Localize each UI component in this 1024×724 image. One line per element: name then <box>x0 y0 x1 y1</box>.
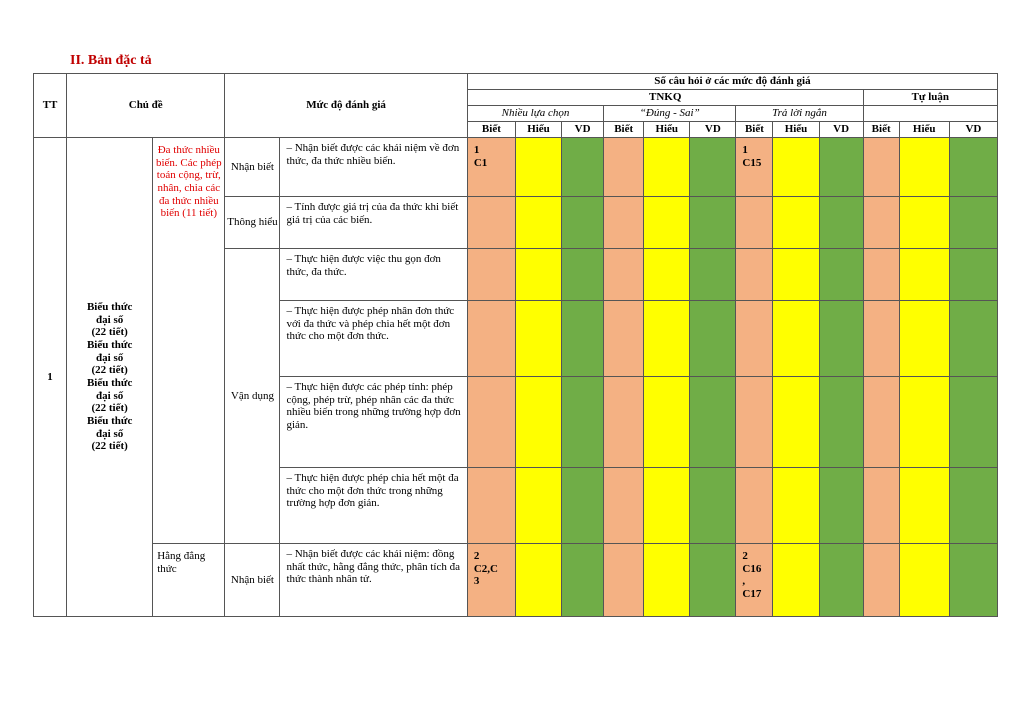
cell-tl-biet <box>863 138 899 197</box>
sub-vd: VD <box>819 122 863 138</box>
cell-tl-vd <box>949 138 997 197</box>
cell-mc-vd <box>562 197 604 249</box>
header-so-cau-hoi: Số câu hỏi ở các mức độ đánh giá <box>467 74 997 90</box>
cell-mc-hieu <box>515 377 561 468</box>
cell-ds-vd <box>690 249 736 301</box>
sub-biet: Biết <box>863 122 899 138</box>
subtopic-da-thuc: Đa thức nhiều biến. Các phép toán cộng, trừ, nhân, chia các đa thức nhiều biến (11 tiết) <box>153 138 225 544</box>
description: – Thực hiện được các phép tính: phép cộng, phép trừ, phép nhân các đa thức nhiều biến trong những trường hợp đơn giản. <box>280 377 467 468</box>
note-text: 1 C15 <box>742 144 762 169</box>
cell-short-biet <box>736 377 773 468</box>
header-tra-loi-ngan: Trả lời ngắn <box>736 106 863 122</box>
cell-ds-vd <box>690 544 736 617</box>
cell-ds-vd <box>690 468 736 544</box>
cell-short-hieu <box>773 197 819 249</box>
cell-tl-vd <box>949 377 997 468</box>
header-dung-sai: “Đúng - Sai” <box>604 106 736 122</box>
cell-ds-vd <box>690 301 736 377</box>
cell-tl-hieu <box>899 197 949 249</box>
sub-vd: VD <box>562 122 604 138</box>
description: – Nhận biết được các khái niệm: đồng nhất thức, hằng đẳng thức, phân tích đa thức thành nhân tử. <box>280 544 467 617</box>
topic-cell <box>67 138 153 617</box>
cell-ds-biet <box>604 249 644 301</box>
cell-mc-biet <box>467 301 515 377</box>
level-nhan-biet: Nhận biết <box>225 544 280 617</box>
cell-tl-hieu <box>899 301 949 377</box>
sub-hieu: Hiểu <box>644 122 690 138</box>
cell-mc-biet <box>467 138 515 197</box>
cell-ds-vd <box>690 138 736 197</box>
cell-short-vd <box>819 468 863 544</box>
cell-mc-vd <box>562 301 604 377</box>
cell-tl-biet <box>863 249 899 301</box>
description: – Thực hiện được phép nhân đơn thức với đa thức và phép chia hết một đơn thức cho một đơn thức. <box>280 301 467 377</box>
description: – Nhận biết được các khái niệm về đơn thức, đa thức nhiều biến. <box>280 138 467 197</box>
cell-ds-biet <box>604 544 644 617</box>
topic-text: Biểu thức đại số (22 tiết) Biểu thức đại số (22 tiết) Biểu thức đại số (22 tiết) Biểu thức đại số (22 tiết) <box>86 301 133 453</box>
cell-tl-hieu <box>899 138 949 197</box>
cell-tl-hieu <box>899 249 949 301</box>
cell-short-vd <box>819 197 863 249</box>
header-tt: TT <box>34 74 67 138</box>
cell-ds-biet <box>604 138 644 197</box>
level-nhan-biet: Nhận biết <box>225 138 280 197</box>
level-van-dung: Vận dụng <box>225 249 280 544</box>
cell-tl-hieu <box>899 377 949 468</box>
cell-ds-vd <box>690 197 736 249</box>
cell-tl-biet <box>863 468 899 544</box>
cell-short-vd <box>819 138 863 197</box>
cell-mc-hieu <box>515 468 561 544</box>
cell-mc-vd <box>562 138 604 197</box>
cell-short-hieu <box>773 468 819 544</box>
cell-ds-hieu <box>644 544 690 617</box>
cell-tl-hieu <box>899 468 949 544</box>
cell-tl-biet <box>863 301 899 377</box>
cell-ds-biet <box>604 301 644 377</box>
cell-mc-vd <box>562 544 604 617</box>
cell-short-hieu <box>773 249 819 301</box>
header-tnkq: TNKQ <box>467 90 863 106</box>
note-text: 2 C16 , C17 <box>742 550 762 600</box>
cell-tl-biet <box>863 544 899 617</box>
cell-mc-hieu <box>515 301 561 377</box>
cell-tl-vd <box>949 544 997 617</box>
description: – Thực hiện được phép chia hết một đa thức cho một đơn thức trong những trường hợp đơn giản. <box>280 468 467 544</box>
sub-biet: Biết <box>604 122 644 138</box>
cell-mc-biet <box>467 377 515 468</box>
cell-short-vd <box>819 377 863 468</box>
description: – Thực hiện được việc thu gọn đơn thức, đa thức. <box>280 249 467 301</box>
cell-mc-biet <box>467 544 515 617</box>
cell-tl-biet <box>863 377 899 468</box>
level-thong-hieu: Thông hiểu <box>225 197 280 249</box>
header-nhieu-lua-chon: Nhiều lựa chọn <box>467 106 603 122</box>
cell-short-biet <box>736 138 773 197</box>
cell-ds-hieu <box>644 249 690 301</box>
subtopic-hang-dang-thuc: Hằng đẳng thức <box>153 544 225 617</box>
cell-tl-vd <box>949 197 997 249</box>
cell-short-vd <box>819 301 863 377</box>
cell-mc-biet <box>467 197 515 249</box>
header-tu-luan-blank <box>863 106 997 122</box>
sub-hieu: Hiểu <box>773 122 819 138</box>
cell-mc-vd <box>562 249 604 301</box>
cell-mc-vd <box>562 377 604 468</box>
section-heading: II. Bản đặc tả <box>70 53 152 68</box>
cell-short-biet <box>736 301 773 377</box>
cell-short-vd <box>819 249 863 301</box>
sub-hieu: Hiểu <box>515 122 561 138</box>
cell-ds-hieu <box>644 468 690 544</box>
cell-tl-vd <box>949 249 997 301</box>
sub-vd: VD <box>690 122 736 138</box>
cell-ds-biet <box>604 377 644 468</box>
cell-short-hieu <box>773 544 819 617</box>
cell-short-biet <box>736 468 773 544</box>
cell-tl-biet <box>863 197 899 249</box>
description: – Tính được giá trị của đa thức khi biết giá trị của các biến. <box>280 197 467 249</box>
cell-mc-biet <box>467 468 515 544</box>
cell-mc-biet <box>467 249 515 301</box>
cell-ds-biet <box>604 468 644 544</box>
cell-ds-vd <box>690 377 736 468</box>
sub-biet: Biết <box>467 122 515 138</box>
cell-ds-hieu <box>644 197 690 249</box>
sub-biet: Biết <box>736 122 773 138</box>
cell-tl-vd <box>949 301 997 377</box>
cell-ds-hieu <box>644 377 690 468</box>
cell-mc-hieu <box>515 138 561 197</box>
cell-short-hieu <box>773 301 819 377</box>
specification-table <box>33 73 998 617</box>
cell-tl-vd <box>949 468 997 544</box>
cell-ds-hieu <box>644 138 690 197</box>
header-tu-luan: Tự luận <box>863 90 997 106</box>
cell-short-vd <box>819 544 863 617</box>
note-text: 1 C1 <box>473 144 488 169</box>
cell-short-biet <box>736 249 773 301</box>
cell-mc-hieu <box>515 197 561 249</box>
header-chu-de: Chủ đề <box>67 74 225 138</box>
cell-short-biet <box>736 544 773 617</box>
cell-mc-hieu <box>515 544 561 617</box>
cell-short-hieu <box>773 138 819 197</box>
cell-short-biet <box>736 197 773 249</box>
header-muc-do: Mức độ đánh giá <box>225 74 467 138</box>
cell-short-hieu <box>773 377 819 468</box>
cell-tl-hieu <box>899 544 949 617</box>
cell-ds-biet <box>604 197 644 249</box>
cell-mc-hieu <box>515 249 561 301</box>
sub-hieu: Hiểu <box>899 122 949 138</box>
note-text: 2 C2,C 3 <box>473 550 498 588</box>
sub-vd: VD <box>949 122 997 138</box>
cell-ds-hieu <box>644 301 690 377</box>
row-number: 1 <box>34 138 67 617</box>
cell-mc-vd <box>562 468 604 544</box>
